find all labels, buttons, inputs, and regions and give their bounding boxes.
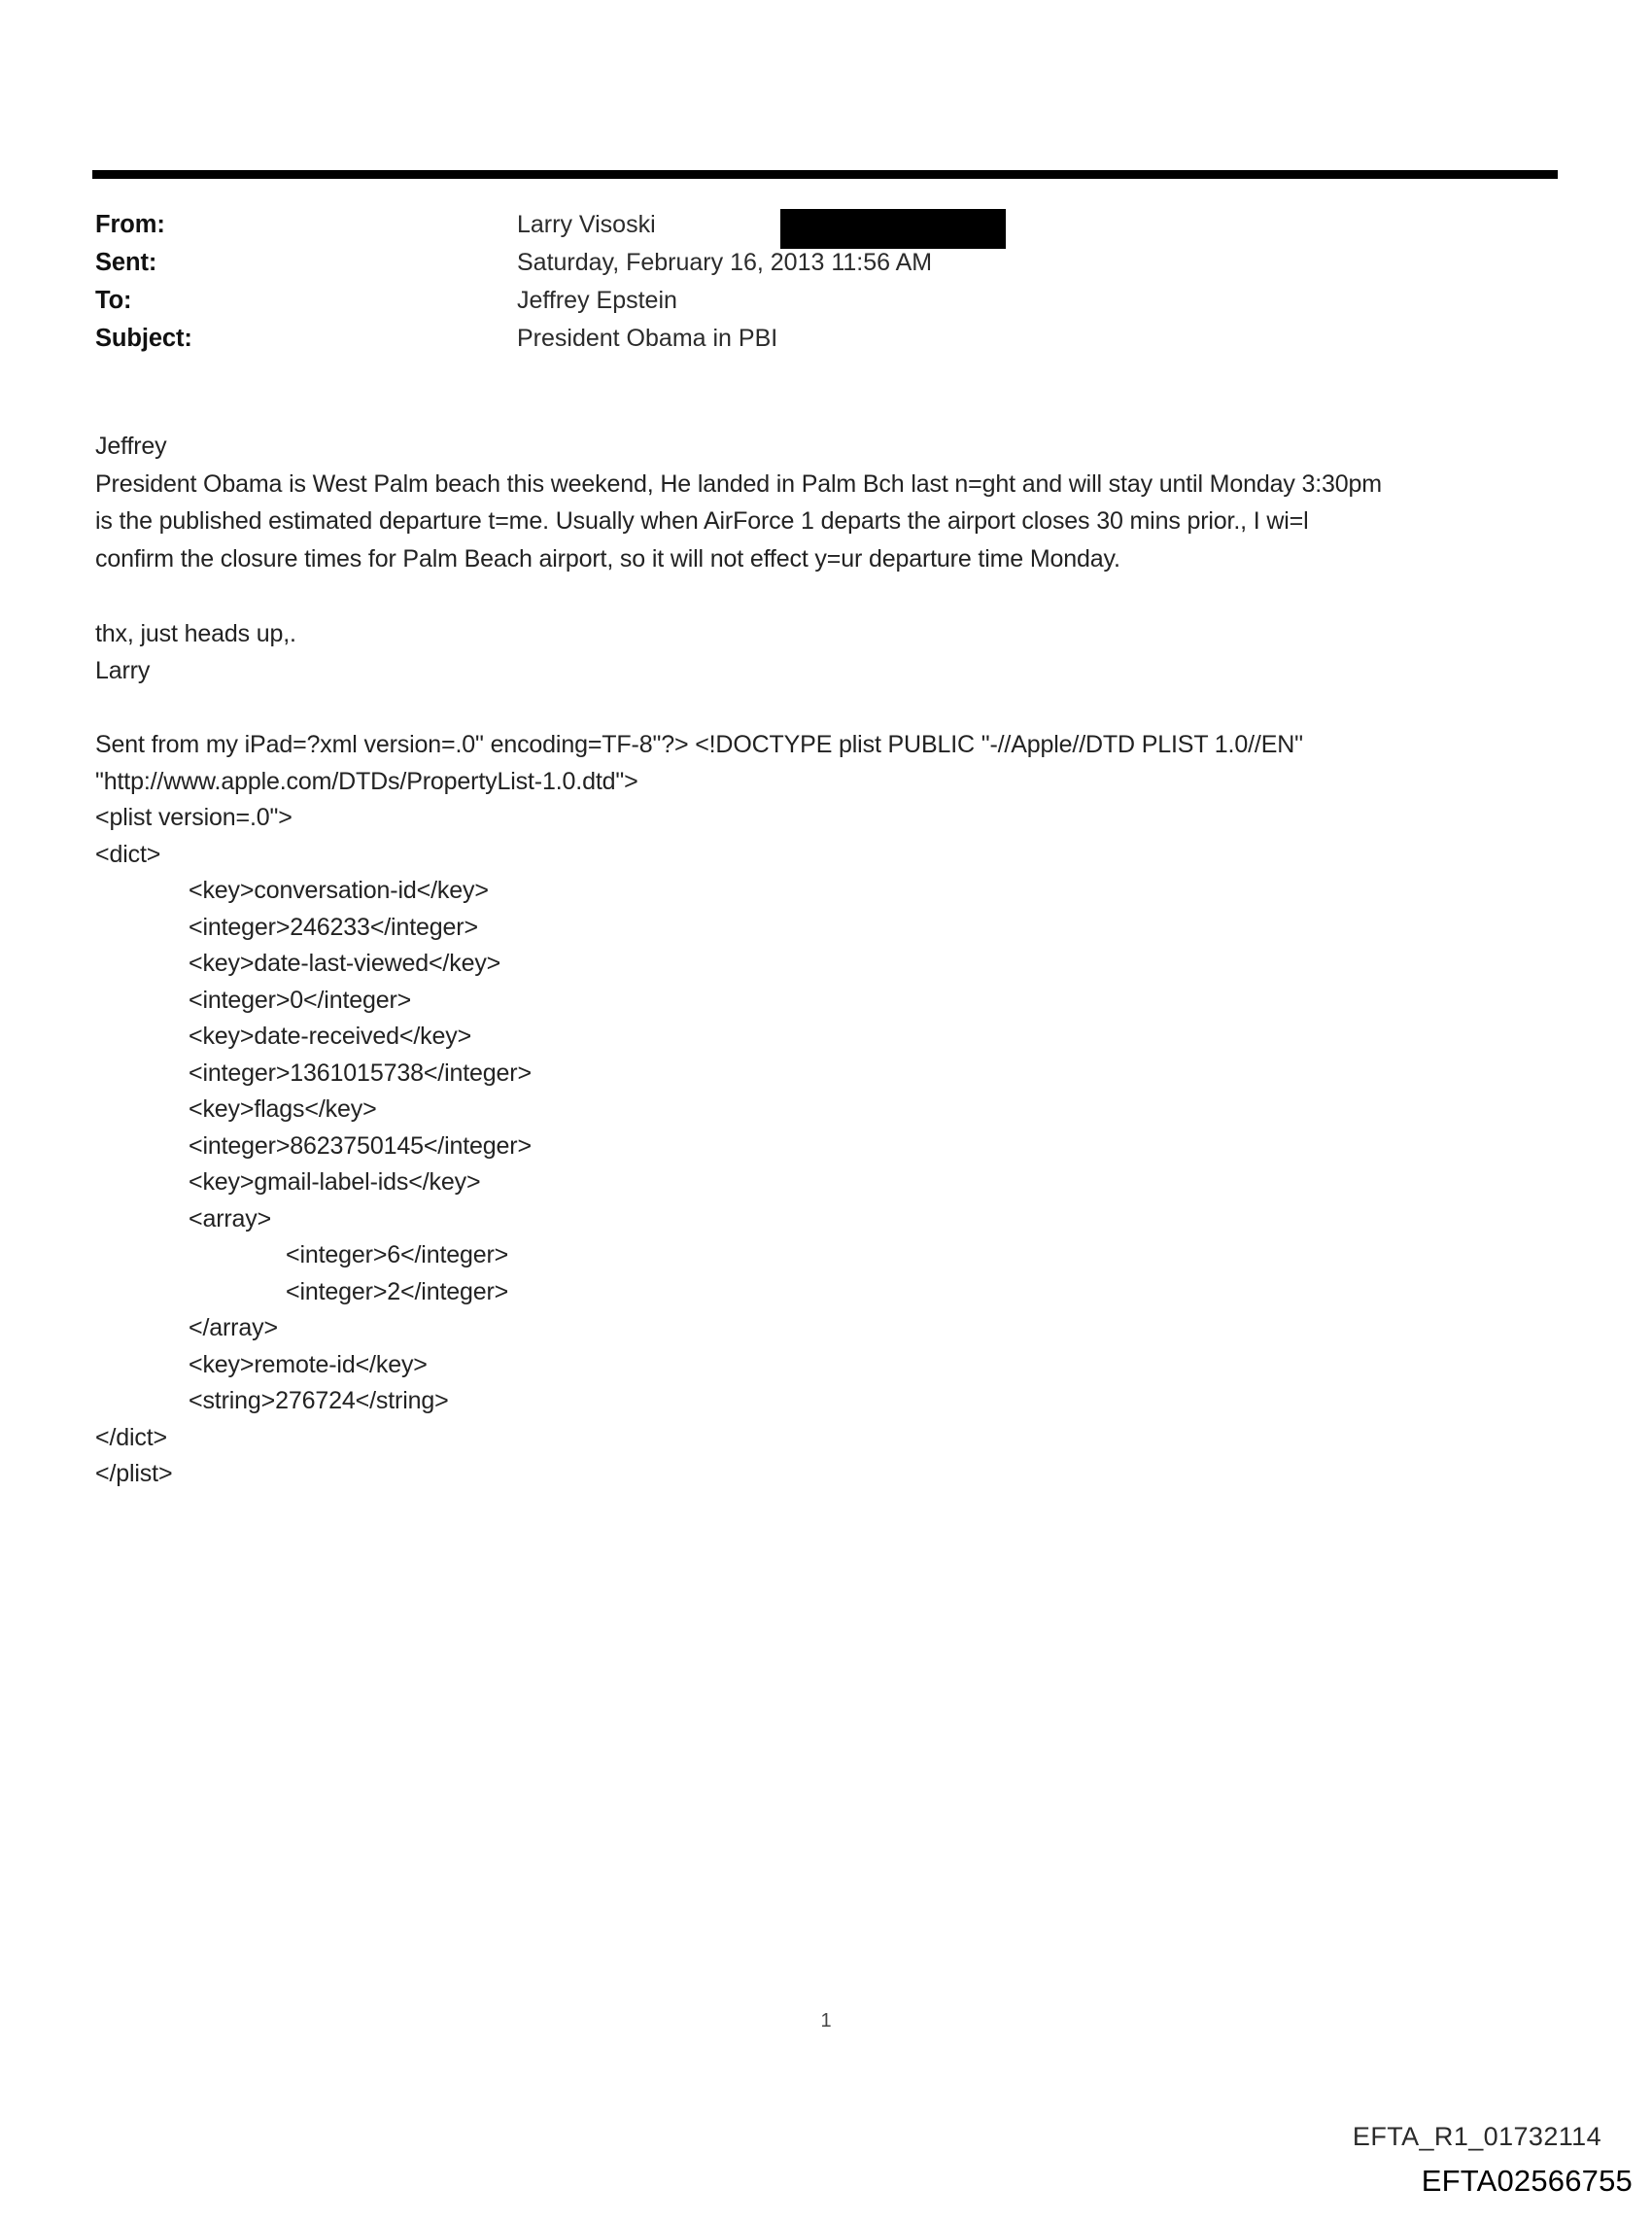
body-line: is the published estimated departure t=me. Usually when AirForce 1 departs the airport closes 30 mins prior., I wi=l	[95, 507, 1309, 535]
header-divider-rule	[92, 170, 1558, 179]
header-value-from: Larry Visoski	[517, 211, 656, 238]
email-body	[95, 428, 1572, 690]
redaction-bar	[780, 209, 1006, 249]
plist-line: <integer>8623750145</integer>	[189, 1131, 532, 1160]
header-value-subject: President Obama in PBI	[517, 325, 778, 352]
header-label-to: To:	[95, 287, 132, 314]
header-row-to	[95, 282, 1261, 320]
email-header-block	[95, 206, 1261, 358]
plist-line: </dict>	[95, 1423, 167, 1451]
plist-line: <key>remote-id</key>	[189, 1350, 428, 1378]
header-row-sent	[95, 244, 1261, 282]
plist-line: <key>conversation-id</key>	[189, 877, 489, 904]
plist-line: <array>	[189, 1204, 272, 1233]
plist-line: <integer>1361015738</integer>	[189, 1059, 532, 1087]
plist-line: <key>gmail-label-ids</key>	[189, 1168, 481, 1196]
plist-line: <key>date-received</key>	[189, 1023, 472, 1050]
body-line: Jeffrey	[95, 433, 167, 460]
header-row-from	[95, 206, 1261, 244]
plist-line: <integer>6</integer>	[286, 1241, 509, 1268]
plist-line: <integer>2</integer>	[286, 1277, 509, 1305]
plist-line: </array>	[189, 1314, 278, 1341]
page-number: 1	[820, 2010, 832, 2031]
body-line-blank	[95, 577, 1572, 615]
plist-dump-block	[95, 727, 1592, 1493]
plist-line: <key>flags</key>	[189, 1095, 377, 1123]
plist-line: <plist version=.0">	[95, 804, 293, 831]
bates-stamp-top: EFTA_R1_01732114	[1352, 2122, 1601, 2151]
bates-stamp-bottom: EFTA02566755	[1421, 2164, 1633, 2198]
plist-line: Sent from my iPad=?xml version=.0" encoding=TF-8"?> <!DOCTYPE plist PUBLIC "-//Apple//DTD PLIST 1.0//EN"	[95, 731, 1303, 758]
plist-line: <integer>0</integer>	[189, 986, 412, 1014]
body-line: confirm the closure times for Palm Beach airport, so it will not effect y=ur departure time Monday.	[95, 544, 1120, 573]
plist-line: <integer>246233</integer>	[189, 913, 478, 941]
body-line-signature: Larry	[95, 657, 151, 684]
plist-line: "http://www.apple.com/DTDs/PropertyList-1.0.dtd">	[95, 767, 638, 795]
header-label-sent: Sent:	[95, 249, 157, 276]
header-label-subject: Subject:	[95, 325, 192, 352]
header-row-subject	[95, 320, 1261, 358]
header-value-to: Jeffrey Epstein	[517, 287, 677, 314]
plist-line: <key>date-last-viewed</key>	[189, 950, 501, 977]
header-label-from: From:	[95, 211, 165, 238]
plist-line: </plist>	[95, 1460, 173, 1487]
plist-line: <string>276724</string>	[189, 1387, 449, 1414]
plist-line: <dict>	[95, 840, 161, 868]
body-line: thx, just heads up,.	[95, 619, 296, 647]
body-line: President Obama is West Palm beach this weekend, He landed in Palm Bch last n=ght and will stay until Monday 3:30pm	[95, 469, 1382, 498]
header-value-sent: Saturday, February 16, 2013 11:56 AM	[517, 249, 933, 276]
